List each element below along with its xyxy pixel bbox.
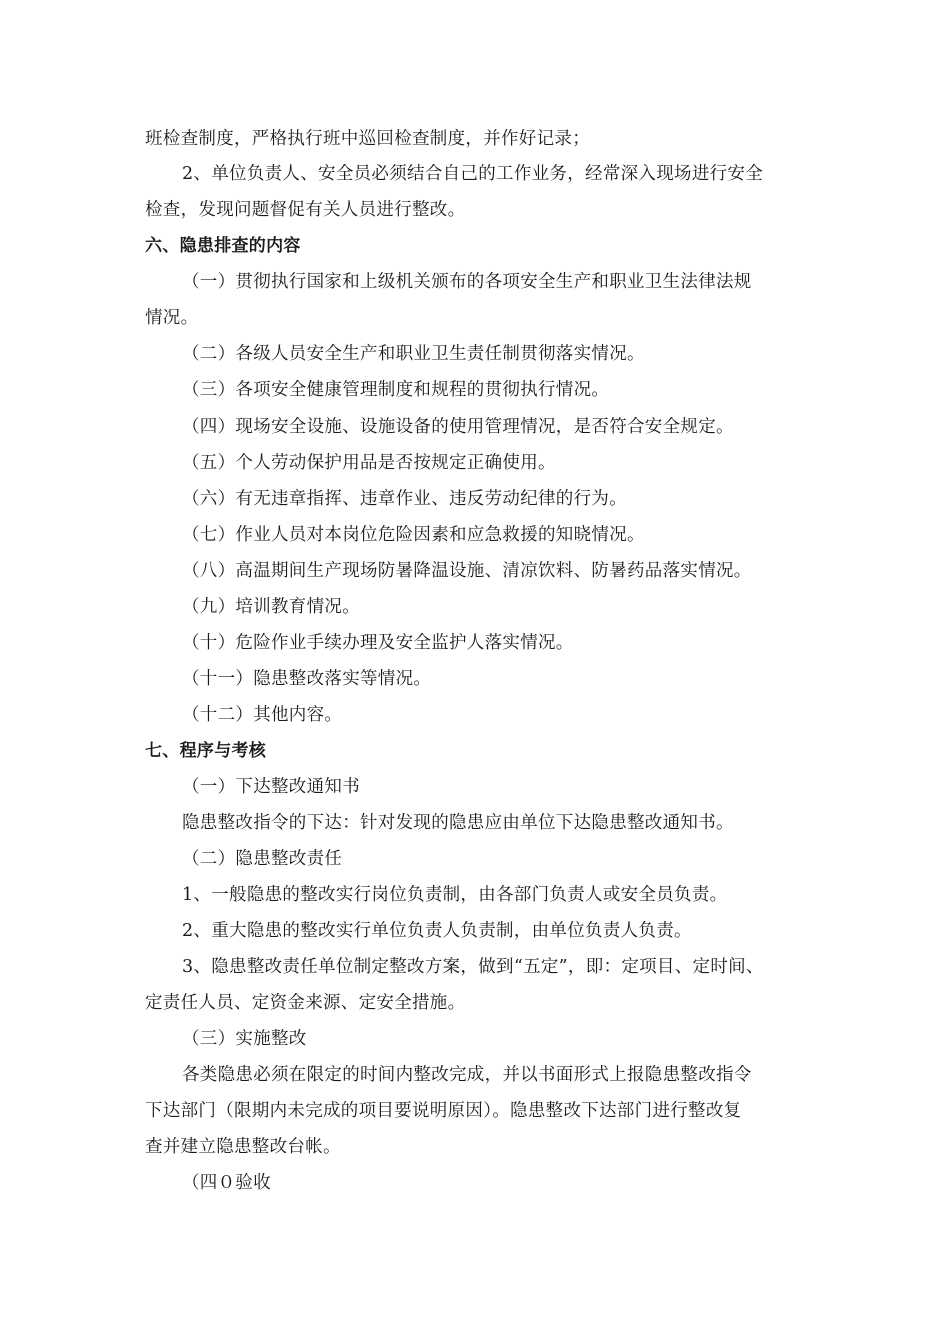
paragraph-line: 下达部门（限期内未完成的项目要说明原因）。隐患整改下达部门进行整改复: [145, 1101, 742, 1121]
list-item: （一）贯彻执行国家和上级机关颁布的各项安全生产和职业卫生法律法规: [182, 272, 752, 292]
paragraph-line: 1、一般隐患的整改实行岗位负责制，由各部门负责人或安全员负责。: [182, 885, 728, 905]
subsection-heading: （二）隐患整改责任: [182, 849, 343, 869]
subsection-heading: （三）实施整改: [182, 1029, 307, 1049]
paragraph-line: 各类隐患必须在限定的时间内整改完成，并以书面形式上报隐患整改指令: [182, 1065, 752, 1085]
paragraph-line: 定责任人员、定资金来源、定安全措施。: [145, 993, 466, 1013]
list-item: （三）各项安全健康管理制度和规程的贯彻执行情况。: [182, 380, 610, 400]
list-item: （七）作业人员对本岗位危险因素和应急救援的知晓情况。: [182, 525, 645, 545]
list-item: （二）各级人员安全生产和职业卫生责任制贯彻落实情况。: [182, 344, 645, 364]
section-heading: 七、程序与考核: [145, 741, 267, 761]
paragraph-line: 隐患整改指令的下达：针对发现的隐患应由单位下达隐患整改通知书。: [182, 813, 734, 833]
subsection-heading: （四０验收: [182, 1173, 271, 1193]
list-item: （五）个人劳动保护用品是否按规定正确使用。: [182, 453, 556, 473]
list-item: （六）有无违章指挥、违章作业、违反劳动纪律的行为。: [182, 489, 627, 509]
paragraph-line: 3、隐患整改责任单位制定整改方案，做到“五定”，即：定项目、定时间、: [182, 957, 764, 977]
paragraph-line: 2、单位负责人、安全员必须结合自己的工作业务，经常深入现场进行安全: [182, 164, 764, 184]
paragraph-line: 情况。: [145, 308, 199, 328]
list-item: （十）危险作业手续办理及安全监护人落实情况。: [182, 633, 574, 653]
list-item: （十二）其他内容。: [182, 705, 343, 725]
paragraph-line: 检查，发现问题督促有关人员进行整改。: [145, 200, 466, 220]
list-item: （八）高温期间生产现场防暑降温设施、清凉饮料、防暑药品落实情况。: [182, 561, 752, 581]
list-item: （十一）隐患整改落实等情况。: [182, 669, 432, 689]
paragraph-line: 2、重大隐患的整改实行单位负责人负责制，由单位负责人负责。: [182, 921, 692, 941]
list-item: （四）现场安全设施、设施设备的使用管理情况，是否符合安全规定。: [182, 417, 734, 437]
paragraph-line: 查并建立隐患整改台帐。: [145, 1137, 341, 1157]
paragraph-line: 班检查制度，严格执行班中巡回检查制度，并作好记录；: [145, 129, 590, 149]
subsection-heading: （一）下达整改通知书: [182, 777, 360, 797]
list-item: （九）培训教育情况。: [182, 597, 360, 617]
section-heading: 六、隐患排查的内容: [145, 236, 301, 256]
